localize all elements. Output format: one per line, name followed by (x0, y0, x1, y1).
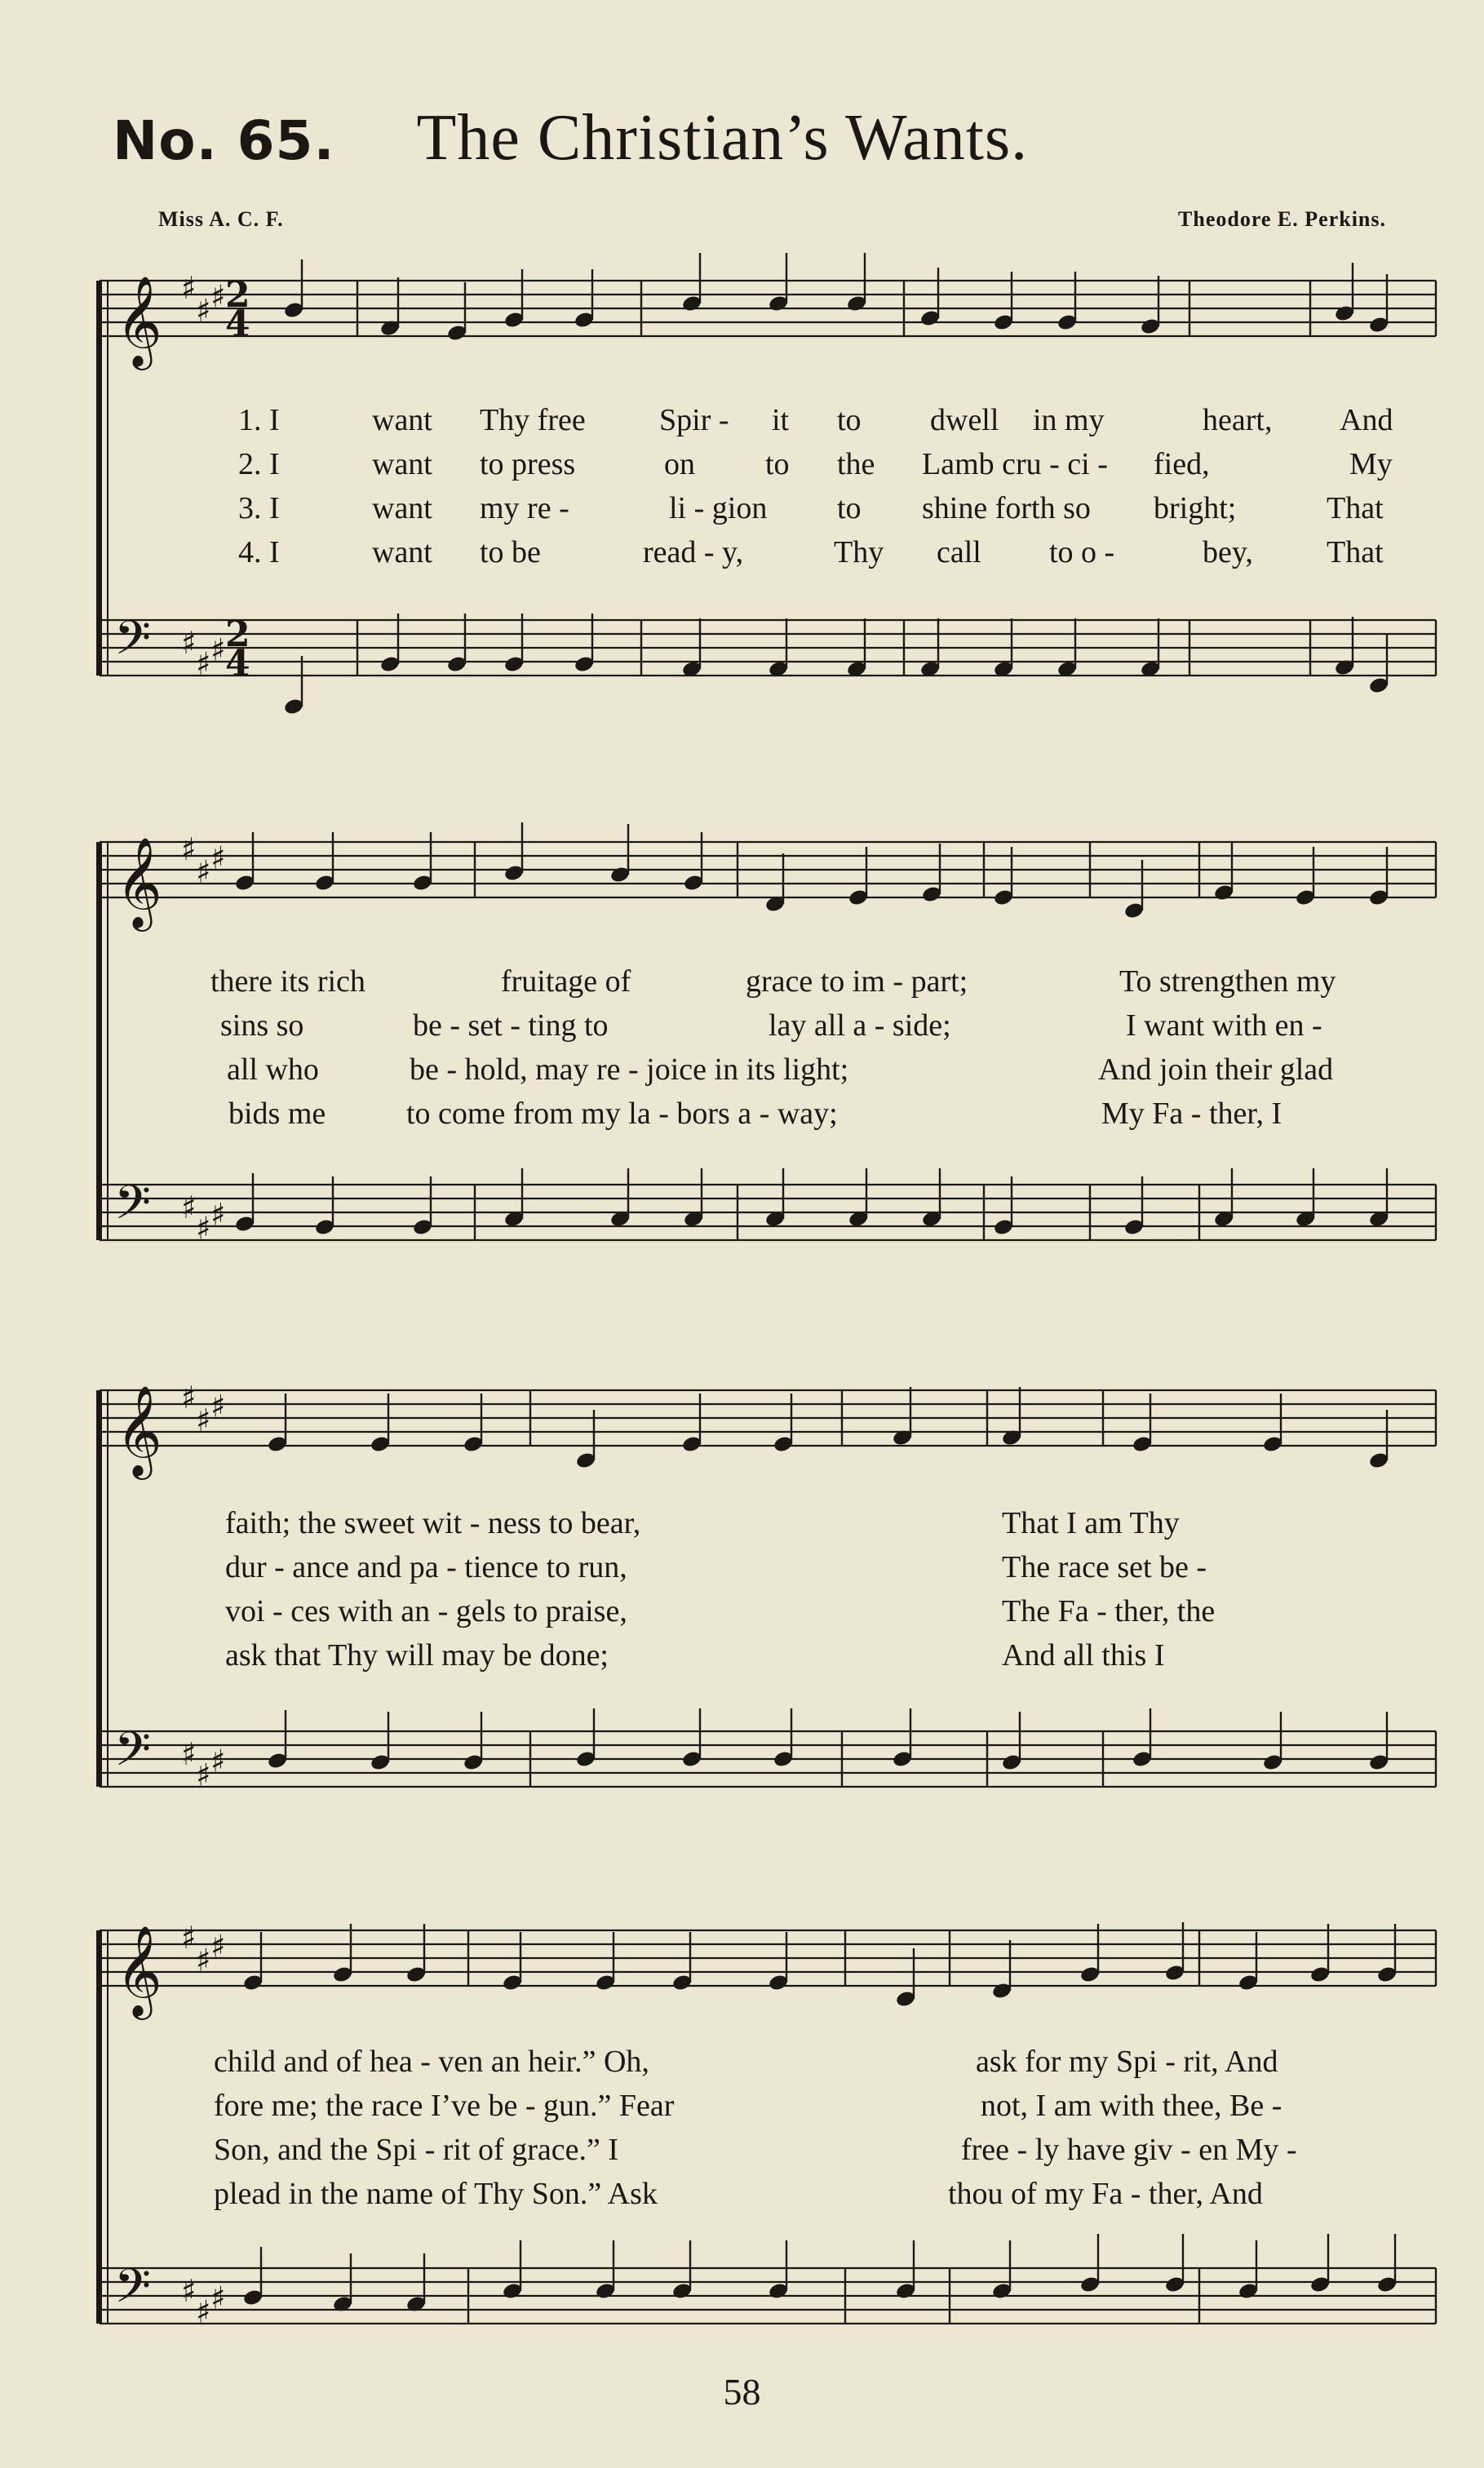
lyric-word: The race set be - (1002, 1550, 1207, 1584)
lyric-word: call (937, 535, 981, 569)
lyric-word: on (664, 447, 695, 481)
lyric-word: bey, (1203, 535, 1253, 569)
sharp-icon: ♯ (210, 278, 226, 315)
lyric-word: And (1340, 403, 1393, 437)
sharp-icon: ♯ (181, 1190, 197, 1225)
bass-clef-icon: 𝄢 (114, 2258, 152, 2325)
lyric-word: it (772, 403, 790, 437)
system-brace-bar (96, 281, 102, 676)
time-signature-bottom: 4 (225, 643, 250, 685)
page-number: 58 (723, 2371, 761, 2413)
lyric-word: And all this I (1002, 1638, 1165, 1673)
lyric-word: bids me (228, 1097, 326, 1131)
lyric-word: the (837, 447, 875, 481)
hymn-title: The Christian’s Wants. (416, 102, 1029, 174)
lyric-word: grace to im - part; (746, 964, 968, 999)
lyric-word: fruitage of (501, 964, 631, 999)
lyric-word: dwell (930, 403, 999, 437)
sharp-icon: ♯ (181, 831, 197, 867)
lyric-word: my re - (480, 491, 569, 525)
treble-clef-icon: 𝄞 (116, 1385, 162, 1476)
lyric-word: plead in the name of Thy Son.” Ask (214, 2177, 658, 2211)
hymn-number: No. 65. (113, 109, 335, 172)
time-signature-bottom: 4 (225, 304, 250, 345)
sharp-icon: ♯ (210, 1388, 226, 1425)
lyric-word: Spir - (659, 403, 729, 437)
lyric-word: want (372, 491, 432, 525)
lyric-word: shine forth so (922, 491, 1091, 525)
sharp-icon: ♯ (196, 853, 211, 890)
lyric-word: 1. I (238, 403, 280, 437)
lyric-word: thou of my Fa - ther, And (948, 2177, 1263, 2211)
lyric-word: to come from my la - bors a - way; (406, 1097, 838, 1131)
sharp-icon: ♯ (196, 1402, 211, 1438)
treble-clef-icon: 𝄞 (116, 1925, 162, 2016)
lyric-word: My (1349, 447, 1393, 481)
system-brace-bar (96, 1930, 102, 2324)
lyric-word: To strengthen my (1119, 964, 1336, 999)
sharp-icon: ♯ (181, 1380, 197, 1416)
treble-clef-icon: 𝄞 (116, 275, 162, 366)
lyric-word: dur - ance and pa - tience to run, (225, 1550, 627, 1584)
sharp-icon: ♯ (210, 1928, 226, 1965)
lyric-word: Lamb cru - ci - (922, 447, 1108, 481)
bass-clef-icon: 𝄢 (114, 1721, 152, 1788)
sharp-icon: ♯ (210, 631, 226, 668)
lyric-word: read - y, (643, 535, 744, 569)
lyric-word: not, I am with thee, Be - (981, 2089, 1282, 2123)
lyric-word: sins so (220, 1008, 304, 1043)
treble-clef-icon: 𝄞 (116, 836, 162, 928)
lyric-word: to be (480, 535, 541, 569)
lyric-word: The Fa - ther, the (1002, 1594, 1216, 1628)
lyric-word: voi - ces with an - gels to praise, (225, 1594, 627, 1628)
lyric-word: all who (227, 1052, 319, 1087)
sharp-icon: ♯ (181, 1920, 197, 1956)
author-credit: Miss A. C. F. (158, 207, 284, 231)
sharp-icon: ♯ (210, 1196, 226, 1233)
composer-credit: Theodore E. Perkins. (1178, 207, 1386, 231)
lyric-word: My Fa - ther, I (1101, 1097, 1282, 1131)
lyric-word: ask for my Spi - rit, And (976, 2045, 1278, 2079)
system-brace-bar (96, 842, 102, 1240)
lyric-word: there its rich (210, 964, 365, 999)
sharp-icon: ♯ (210, 2280, 226, 2316)
lyric-word: child and of hea - ven an heir.” Oh, (214, 2045, 649, 2079)
lyric-word: want (372, 535, 432, 569)
lyric-word: 3. I (238, 491, 280, 525)
lyric-word: Son, and the Spi - rit of grace.” I (214, 2133, 618, 2167)
lyric-word: to (765, 447, 790, 481)
sharp-icon: ♯ (196, 292, 211, 329)
sharp-icon: ♯ (196, 1942, 211, 1978)
lyric-word: That I am Thy (1002, 1506, 1180, 1540)
sharp-icon: ♯ (181, 625, 197, 661)
sharp-icon: ♯ (196, 645, 211, 682)
lyric-word: And join their glad (1098, 1052, 1334, 1087)
lyric-word: fied, (1154, 447, 1210, 481)
lyric-word: want (372, 447, 432, 481)
lyric-word: to press (480, 447, 576, 481)
sharp-icon: ♯ (196, 1757, 211, 1793)
sharp-icon: ♯ (210, 1743, 226, 1779)
lyric-word: in my (1033, 403, 1105, 437)
lyric-word: to o - (1049, 535, 1115, 569)
lyric-word: heart, (1203, 403, 1273, 437)
lyric-word: I want with en - (1126, 1008, 1322, 1043)
lyric-word: lay all a - side; (769, 1008, 951, 1043)
sharp-icon: ♯ (181, 270, 197, 306)
sharp-icon: ♯ (181, 1736, 197, 1772)
lyric-word: bright; (1154, 491, 1237, 525)
lyric-word: 4. I (238, 535, 280, 569)
system-brace-bar (96, 1390, 102, 1787)
sharp-icon: ♯ (181, 2273, 197, 2309)
lyric-word: free - ly have giv - en My - (961, 2133, 1297, 2167)
time-signature-top: 2 (225, 614, 250, 655)
bass-clef-icon: 𝄢 (114, 1175, 152, 1242)
lyric-word: ask that Thy will may be done; (225, 1638, 609, 1673)
lyric-word: That (1327, 535, 1384, 569)
lyric-word: Thy free (480, 403, 586, 437)
sharp-icon: ♯ (210, 840, 226, 876)
lyric-word: want (372, 403, 432, 437)
lyric-word: li - gion (669, 491, 768, 525)
lyric-word: That (1327, 491, 1384, 525)
sharp-icon: ♯ (196, 1210, 211, 1247)
lyric-word: to (837, 403, 862, 437)
lyric-word: fore me; the race I’ve be - gun.” Fear (214, 2089, 675, 2123)
lyric-word: Thy (834, 535, 884, 569)
lyric-word: 2. I (238, 447, 280, 481)
bass-clef-icon: 𝄢 (114, 610, 152, 677)
time-signature-top: 2 (225, 274, 250, 316)
sharp-icon: ♯ (196, 2293, 211, 2330)
lyric-word: faith; the sweet wit - ness to bear, (225, 1506, 641, 1540)
lyric-word: to (837, 491, 862, 525)
lyric-word: be - set - ting to (413, 1008, 609, 1043)
lyric-word: be - hold, may re - joice in its light; (410, 1052, 849, 1087)
